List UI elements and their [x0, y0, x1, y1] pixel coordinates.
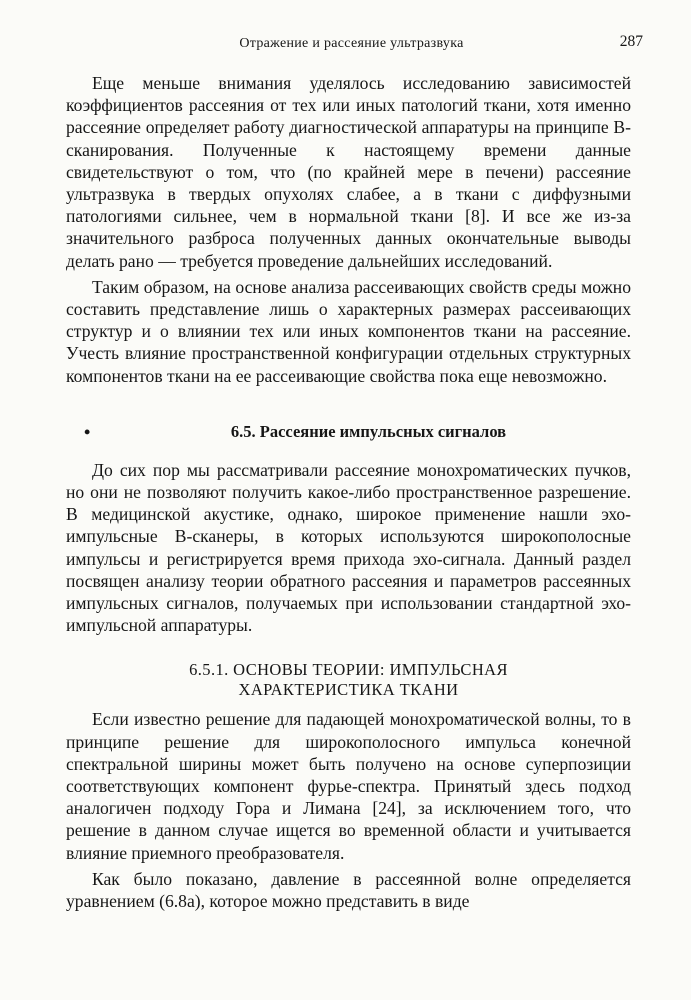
subsection-title-line-1: 6.5.1. ОСНОВЫ ТЕОРИИ: ИМПУЛЬСНАЯ [189, 660, 508, 680]
paragraph-equation-intro: Как было показано, давление в рассеянной волне определяется уравнением (6.8а), которое можно представить в виде [66, 868, 631, 912]
page-header [60, 33, 643, 55]
subsection-title-line-2: ХАРАКТЕРИСТИКА ТКАНИ [238, 680, 459, 700]
subsection-heading [66, 660, 631, 700]
paragraph-scattering-pathology: Еще меньше внимания уделялось исследованию зависимостей коэффициентов рассеяния от тех или иных патологий ткани, хотя именно рассеяние определяет работу диагностической аппаратуры на принципе В-сканирования. Полученные к настоящему времени данные свидетельствуют о том, что (по крайней мере в печени) рассеяние ультразвука в твердых опухолях слабее, а в ткани с диффузными патологиями сильнее, чем в нормальной ткани [8]. И все же из-за значительного разброса полученных данных окончательные выводы делать рано — требуется проведение дальнейших исследований. [66, 73, 631, 271]
bullet-mark: • [84, 421, 91, 442]
paragraph-pulse-signals: До сих пор мы рассматривали рассеяние монохроматических пучков, но они не позволяют получить какое-либо пространственное разрешение. В медицинской акустике, однако, широкое применение нашли эхо-импульсные В-сканеры, в которых используются широкополосные импульсы и регистрируется время прихода эхо-сигнала. Данный раздел посвящен анализу теории обратного рассеяния и параметров рассеянных импульсных сигналов, получаемых при использовании стандартной эхо-импульсной аппаратуры. [66, 459, 631, 636]
paragraph-summary: Таким образом, на основе анализа рассеивающих свойств среды можно составить представление лишь о характерных размерах рассеивающих структур и о влиянии тех или иных компонентов ткани на рассеяние. Учесть влияние пространственной конфигурации отдельных структурных компонентов ткани на ее рассеивающие свойства пока еще невозможно. [66, 276, 631, 386]
section-heading [66, 421, 631, 443]
running-title: Отражение и рассеяние ультразвука [239, 36, 464, 51]
section-title: 6.5. Рассеяние импульсных сигналов [230, 421, 507, 441]
paragraph-superposition: Если известно решение для падающей монохроматической волны, то в принципе решение для широкополосного импульса конечной спектральной ширины может быть получено на основе суперпозиции соответствующих компонент фурье-спектра. Принятый здесь подход аналогичен подходу Гора и Лимана [24], за исключением того, что решение в данном случае ищется во временной области и учитывается влияние приемного преобразователя. [66, 709, 631, 863]
page-body [66, 72, 631, 912]
page-number: 287 [619, 33, 643, 50]
